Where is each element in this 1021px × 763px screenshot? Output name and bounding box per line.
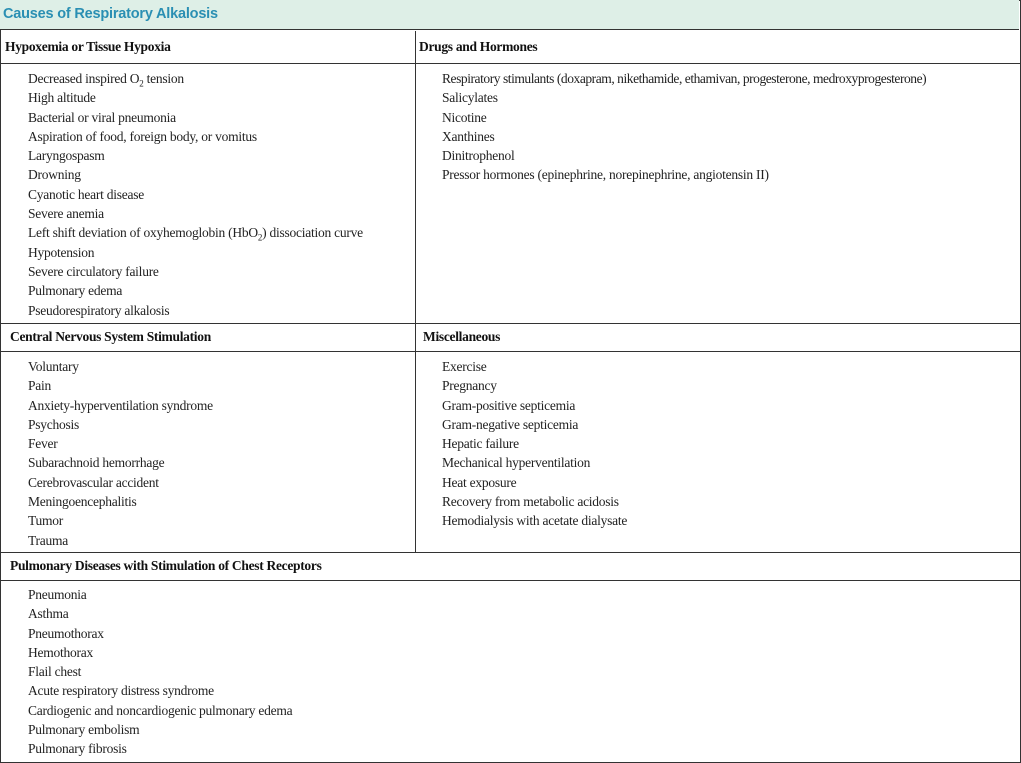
- list-item: Hemothorax: [28, 644, 93, 660]
- section-list-misc: [442, 357, 627, 531]
- list-item: Voluntary: [28, 359, 79, 374]
- list-item: Severe anemia: [28, 206, 104, 222]
- list-item: Pressor hormones (epinephrine, norepinephrine, angiotensin II): [442, 167, 769, 183]
- section-heading-hypoxemia: Hypoxemia or Tissue Hypoxia: [5, 39, 171, 54]
- list-item: Nicotine: [442, 109, 487, 125]
- list-item: Recovery from metabolic acidosis: [442, 494, 619, 510]
- list-item: Bacterial or viral pneumonia: [28, 109, 176, 125]
- divider-row2-head: [0, 351, 1020, 352]
- list-item: Cerebrovascular accident: [28, 474, 159, 490]
- list-item: Pulmonary edema: [28, 283, 123, 299]
- list-item: Dinitrophenol: [442, 148, 515, 164]
- list-item: Pneumonia: [28, 587, 87, 602]
- list-item: Exercise: [442, 359, 487, 374]
- divider-row3-top: [0, 552, 1020, 553]
- list-item: Pneumothorax: [28, 625, 104, 641]
- list-item: Pseudorespiratory alkalosis: [28, 302, 170, 318]
- section-heading-pulmonary: Pulmonary Diseases with Stimulation of Chest Receptors: [10, 558, 322, 573]
- list-item: Meningoencephalitis: [28, 494, 137, 510]
- list-item: Severe circulatory failure: [28, 263, 159, 279]
- list-item: Gram-negative septicemia: [442, 416, 579, 432]
- list-item: Cyanotic heart disease: [28, 186, 144, 202]
- list-item: Drowning: [28, 167, 81, 183]
- divider-head-top: [0, 63, 1020, 64]
- list-item: Tumor: [28, 513, 64, 529]
- list-item: Flail chest: [28, 664, 82, 680]
- list-item: Subarachnoid hemorrhage: [28, 455, 165, 471]
- list-item: Pulmonary fibrosis: [28, 741, 127, 757]
- divider-row2-top: [0, 323, 1020, 324]
- list-item: Salicylates: [442, 90, 498, 106]
- list-item: Heat exposure: [442, 474, 517, 490]
- list-item: Aspiration of food, foreign body, or vomitus: [28, 128, 257, 144]
- list-item: Mechanical hyperventilation: [442, 455, 591, 471]
- table-title: Causes of Respiratory Alkalosis: [3, 6, 218, 22]
- section-list-drugs: [442, 69, 926, 185]
- list-item: Pulmonary embolism: [28, 722, 140, 738]
- section-heading-drugs: Drugs and Hormones: [419, 39, 538, 54]
- list-item: Pain: [28, 378, 52, 394]
- list-item: Hemodialysis with acetate dialysate: [442, 513, 628, 529]
- list-item: Psychosis: [28, 416, 80, 432]
- divider-row3-head: [0, 580, 1020, 581]
- list-item: Left shift deviation of oxyhemoglobin (HbO$_2$) dissociation curve: [28, 225, 363, 244]
- section-list-pulmonary: [28, 585, 292, 759]
- list-item: Acute respiratory distress syndrome: [28, 683, 214, 699]
- section-list-cns: [28, 357, 213, 550]
- section-heading-misc: Miscellaneous: [423, 329, 501, 344]
- list-item: Hypotension: [28, 244, 95, 260]
- list-item: Cardiogenic and noncardiogenic pulmonary edema: [28, 702, 293, 718]
- divider-column: [415, 31, 416, 552]
- list-item: Pregnancy: [442, 378, 497, 394]
- list-item: Laryngospasm: [28, 148, 105, 164]
- list-item: Gram-positive septicemia: [442, 397, 576, 413]
- list-item: Fever: [28, 436, 58, 452]
- list-item: High altitude: [28, 90, 96, 106]
- list-item: Hepatic failure: [442, 436, 519, 452]
- list-item: Anxiety-hyperventilation syndrome: [28, 397, 213, 413]
- section-list-hypoxemia: [28, 69, 363, 320]
- list-item: Asthma: [28, 606, 69, 622]
- list-item: Decreased inspired $O_2$ tension: [28, 71, 184, 89]
- list-item: Trauma: [28, 532, 69, 548]
- table-title-bar: [0, 0, 1019, 30]
- list-item: Xanthines: [442, 128, 495, 144]
- section-heading-cns: Central Nervous System Stimulation: [10, 329, 211, 344]
- list-item: Respiratory stimulants (doxapram, nikethamide, ethamivan, progesterone, medroxyprogesterone): [442, 71, 927, 86]
